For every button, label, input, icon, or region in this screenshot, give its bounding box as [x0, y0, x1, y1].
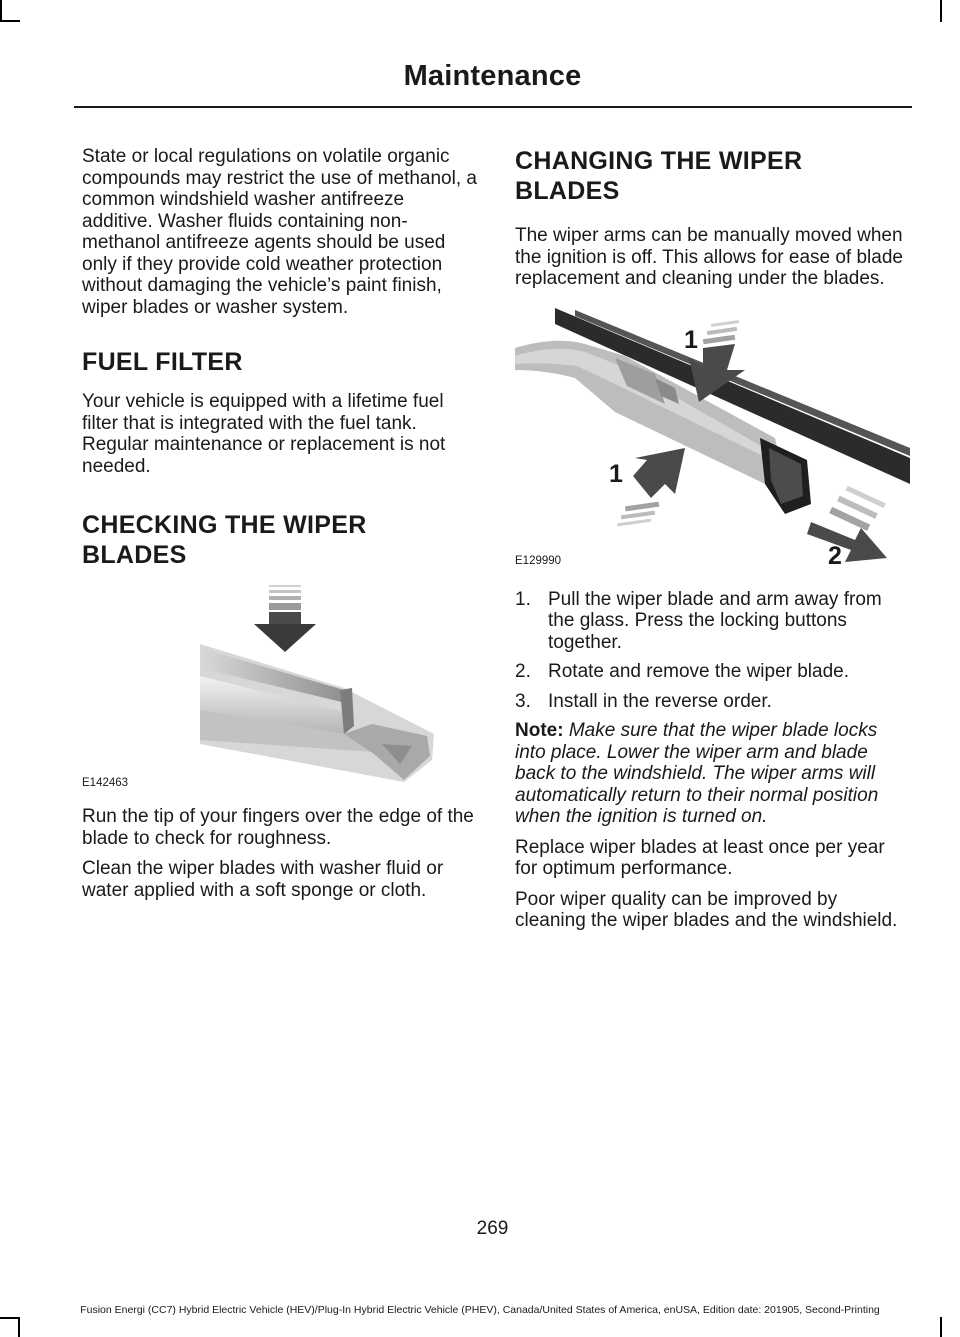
step-number: 1. [515, 588, 531, 610]
list-item [515, 661, 910, 683]
note-label: Note: [515, 720, 564, 741]
wiper-edge-figure [82, 584, 477, 794]
heading-line: BLADES [515, 177, 620, 205]
removal-steps-list [515, 589, 910, 713]
footer-text: Fusion Energi (CC7) Hybrid Electric Vehicle (HEV)/Plug-In Hybrid Electric Vehicle (PHEV), Canada/United States of America, enUSA, Edition date: 201905, Second-Printing [80, 1304, 880, 1316]
replace-blades-paragraph: Replace wiper blades at least once per year for optimum performance. [515, 836, 885, 879]
clean-blades-paragraph: Clean the wiper blades with washer fluid or water applied with a soft sponge or cloth. [82, 858, 444, 901]
header-rule [74, 106, 912, 108]
fuel-filter-heading: FUEL FILTER [82, 348, 243, 376]
step-text: Install in the reverse order. [548, 690, 772, 712]
list-item [515, 691, 910, 713]
check-roughness-paragraph: Run the tip of your fingers over the edge of the blade to check for roughness. [82, 806, 474, 849]
callout-1: 1 [684, 325, 698, 354]
crop-mark [0, 0, 2, 20]
washer-fluid-paragraph: State or local regulations on volatile organic compounds may restrict the use of methanol, a common windshield washer antifreeze additive. Washer fluids containing non-methanol antifreeze agents should be used only if they provide cold weather protection without damaging the vehicle’s paint finish, wiper blades or washer system. [82, 146, 477, 318]
heading-line: BLADES [82, 541, 187, 569]
poor-quality-paragraph: Poor wiper quality can be improved by cleaning the wiper blades and the windshield. [515, 888, 898, 931]
crop-mark [940, 0, 942, 22]
heading-line: CHANGING THE WIPER [515, 147, 803, 175]
left-column [82, 146, 477, 901]
crop-mark [0, 1317, 20, 1319]
wiper-removal-illustration [515, 308, 910, 570]
step-text: Rotate and remove the wiper blade. [548, 661, 850, 682]
checking-wiper-heading [82, 510, 477, 570]
changing-wiper-heading [515, 146, 910, 206]
figure-code: E142463 [82, 777, 129, 789]
step-text: Pull the wiper blade and arm away from the glass. Press the locking buttons together. [548, 588, 882, 653]
wiper-blade-illustration [82, 584, 477, 794]
callout-1: 1 [609, 459, 623, 488]
press-arrow-icon [617, 448, 685, 526]
list-item [515, 589, 910, 654]
page-number: 269 [476, 1218, 509, 1239]
changing-intro-paragraph: The wiper arms can be manually moved when the ignition is off. This allows for ease of blade replacement and cleaning under the blades. [515, 225, 903, 289]
heading-line: CHECKING THE WIPER [82, 511, 367, 539]
step-number: 2. [515, 661, 531, 682]
down-arrow-icon [254, 585, 316, 652]
note-paragraph [515, 720, 910, 828]
rotate-arrow-icon [807, 485, 887, 561]
callout-2: 2 [828, 541, 842, 570]
note-text: Make sure that the wiper blade locks into place. Lower the wiper arm and blade back to the windshield. The wiper arms will automatically return to their normal position when the ignition is turned on. [515, 720, 879, 827]
right-column [515, 146, 910, 932]
crop-mark [940, 1317, 942, 1337]
crop-mark [18, 1317, 20, 1337]
figure-code: E129990 [515, 554, 562, 567]
step-number: 3. [515, 690, 531, 712]
crop-mark [0, 20, 20, 22]
fuel-filter-paragraph: Your vehicle is equipped with a lifetime fuel filter that is integrated with the fuel tank. Regular maintenance or replacement is not needed. [82, 391, 446, 477]
wiper-removal-figure [515, 308, 910, 570]
page-title: Maintenance [403, 60, 582, 92]
